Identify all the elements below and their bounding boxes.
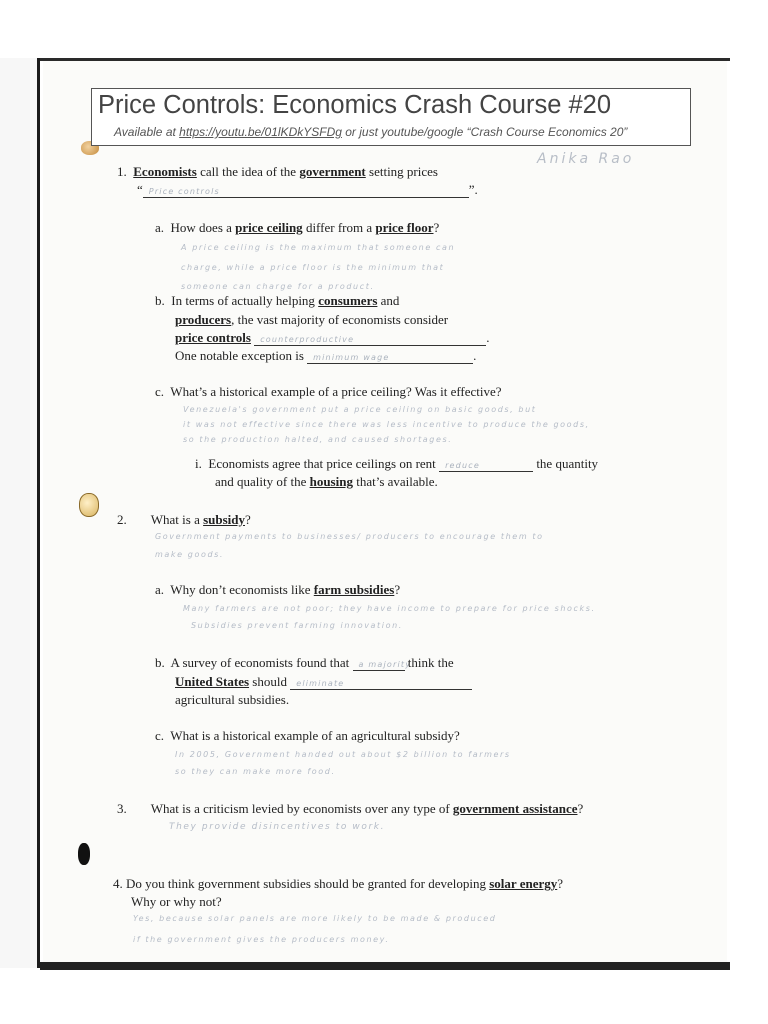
- q1a-text-3: ?: [433, 220, 440, 235]
- q1-answer-line: [137, 182, 478, 198]
- student-name: Anika Rao: [537, 151, 635, 167]
- q1b-text-2: and: [377, 293, 400, 308]
- punch-hole: [79, 493, 99, 517]
- q4-question-line-1: [113, 876, 563, 892]
- q2a-question: [155, 582, 400, 598]
- q1ci-answer: reduce: [439, 461, 533, 472]
- q2-answer-line: make goods.: [155, 550, 225, 559]
- q2c-label: c.: [155, 728, 165, 743]
- q1b-text-3: , the vast majority of economists consider: [231, 312, 449, 327]
- punch-hole: [78, 843, 90, 865]
- q1b-answer-2: minimum wage: [307, 353, 473, 364]
- q3-text-2: ?: [577, 801, 584, 816]
- q1ci-text-4: that’s available.: [352, 474, 438, 489]
- worksheet-title: Price Controls: Economics Crash Course #20: [98, 91, 612, 119]
- q4-number: 4.: [113, 876, 123, 891]
- q2a-text-1: Why don’t economists like: [170, 582, 314, 597]
- q1b-line-2: [175, 312, 448, 328]
- q2b-line-2: [175, 674, 472, 690]
- q2b-answer-1: a majority: [353, 660, 405, 671]
- q3-answer: They provide disincentives to work.: [169, 822, 386, 832]
- q2c-question: [155, 728, 460, 744]
- q1b-period-1: .: [486, 330, 490, 345]
- q1c-question: [155, 384, 502, 400]
- q1-text-2: setting prices: [365, 164, 438, 179]
- q2-number: 2.: [117, 512, 127, 527]
- q1ci-line-1: [195, 456, 598, 472]
- q3-question: [117, 801, 583, 817]
- q2-text-1: What is a: [150, 512, 204, 527]
- q1b-period-2: .: [473, 348, 477, 363]
- q1b-line-4: [175, 348, 476, 364]
- q2b-label: b.: [155, 655, 165, 670]
- q2a-answer-line: Many farmers are not poor; they have income to prepare for price shocks.: [183, 604, 596, 613]
- q1b-keyword-price-controls: price controls: [175, 330, 251, 345]
- q2c-text: What is a historical example of an agricultural subsidy?: [170, 728, 460, 743]
- q2-text-2: ?: [245, 512, 251, 527]
- q2b-text-3: should: [249, 674, 287, 689]
- q2a-label: a.: [155, 582, 165, 597]
- q1-close-quote: ”.: [468, 182, 478, 197]
- q1b-line-3: [175, 330, 489, 346]
- q1a-answer-line: charge, while a price floor is the minimum that: [181, 263, 445, 272]
- q4-question-line-2: Why or why not?: [131, 894, 222, 909]
- q1b-label: b.: [155, 293, 165, 308]
- worksheet-subtitle: [114, 125, 684, 139]
- q1ci-keyword-housing: housing: [309, 474, 353, 489]
- q4-keyword-solar-energy: solar energy: [489, 876, 558, 891]
- q1-keyword-government: government: [299, 164, 366, 179]
- q1c-label: c.: [155, 384, 165, 399]
- scan-edge: [37, 58, 40, 968]
- q4-answer-line: Yes, because solar panels are more likely to be made & produced: [133, 914, 497, 923]
- q2b-keyword-united-states: United States: [175, 674, 250, 689]
- q2b-answer-2: eliminate: [290, 679, 472, 690]
- q1a-text-2: differ from a: [302, 220, 376, 235]
- subtitle-suffix: or just youtube/google “Crash Course Economics 20”: [341, 125, 628, 139]
- video-link[interactable]: https://youtu.be/01lKDkYSFDg: [179, 125, 342, 139]
- q2c-answer-line: In 2005, Government handed out about $2 billion to farmers: [175, 750, 511, 759]
- q1c-answer-line: so the production halted, and caused shortages.: [183, 435, 453, 444]
- q1b-keyword-producers: producers: [175, 312, 232, 327]
- q1a-label: a.: [155, 220, 165, 235]
- q2c-answer-line: so they can make more food.: [175, 767, 336, 776]
- q1a-keyword-price-floor: price floor: [375, 220, 434, 235]
- q2b-line-1: [155, 655, 454, 671]
- q1ci-line-2: [215, 474, 438, 490]
- q1c-answer-line: Venezuela's government put a price ceiling on basic goods, but: [183, 405, 537, 414]
- q2a-keyword-farm-subsidies: farm subsidies: [313, 582, 395, 597]
- q1ci-text-3: and quality of the: [215, 474, 310, 489]
- scan-left-margin: [0, 58, 40, 968]
- q2b-text-1: A survey of economists found that: [170, 655, 350, 670]
- q1-number: 1.: [117, 164, 127, 179]
- q1-open-quote: “: [137, 182, 143, 197]
- q1a-question: [155, 220, 439, 236]
- q1b-text-4: One notable exception is: [175, 348, 304, 363]
- subtitle-prefix: Available at: [114, 125, 180, 139]
- q1-text-1: call the idea of the: [196, 164, 300, 179]
- q1-keyword-economists: Economists: [133, 164, 197, 179]
- q1c-answer-line: it was not effective since there was less incentive to produce the goods,: [183, 420, 590, 429]
- q2-question: [117, 512, 251, 528]
- q1a-answer-line: someone can charge for a product.: [181, 282, 375, 291]
- q3-text-1: What is a criticism levied by economists over any type of: [150, 801, 453, 816]
- scan-bottom-edge: [40, 962, 730, 970]
- q1a-text-1: How does a: [170, 220, 236, 235]
- q4-text-2: ?: [557, 876, 564, 891]
- q4-answer-line: if the government gives the producers money.: [133, 935, 390, 944]
- q1ci-text-2: the quantity: [533, 456, 599, 471]
- q1a-keyword-price-ceiling: price ceiling: [235, 220, 303, 235]
- q1b-line-1: [155, 293, 399, 309]
- worksheet-page: [43, 61, 727, 962]
- q1b-answer-1: counterproductive: [254, 335, 486, 346]
- q1-text: [117, 164, 438, 180]
- q2-answer-line: Government payments to businesses/ producers to encourage them to: [155, 532, 544, 541]
- q2a-text-2: ?: [394, 582, 401, 597]
- q3-number: 3.: [117, 801, 127, 816]
- q3-keyword-government-assistance: government assistance: [452, 801, 578, 816]
- q1a-answer-line: A price ceiling is the maximum that someone can: [181, 243, 456, 252]
- q1ci-label: i.: [195, 456, 202, 471]
- title-box: [91, 88, 691, 146]
- q1ci-text-1: Economists agree that price ceilings on rent: [208, 456, 436, 471]
- q1c-text: What’s a historical example of a price ceiling? Was it effective?: [170, 384, 502, 399]
- q1b-keyword-consumers: consumers: [318, 293, 378, 308]
- q1-answer: Price controls: [143, 187, 469, 198]
- q2a-answer-line: Subsidies prevent farming innovation.: [191, 621, 403, 630]
- q2-keyword-subsidy: subsidy: [203, 512, 246, 527]
- q4-text-1: Do you think government subsidies should be granted for developing: [126, 876, 490, 891]
- q2b-text-2: think the: [404, 655, 454, 670]
- q2b-line-3: agricultural subsidies.: [175, 692, 290, 707]
- q1b-text-1: In terms of actually helping: [171, 293, 319, 308]
